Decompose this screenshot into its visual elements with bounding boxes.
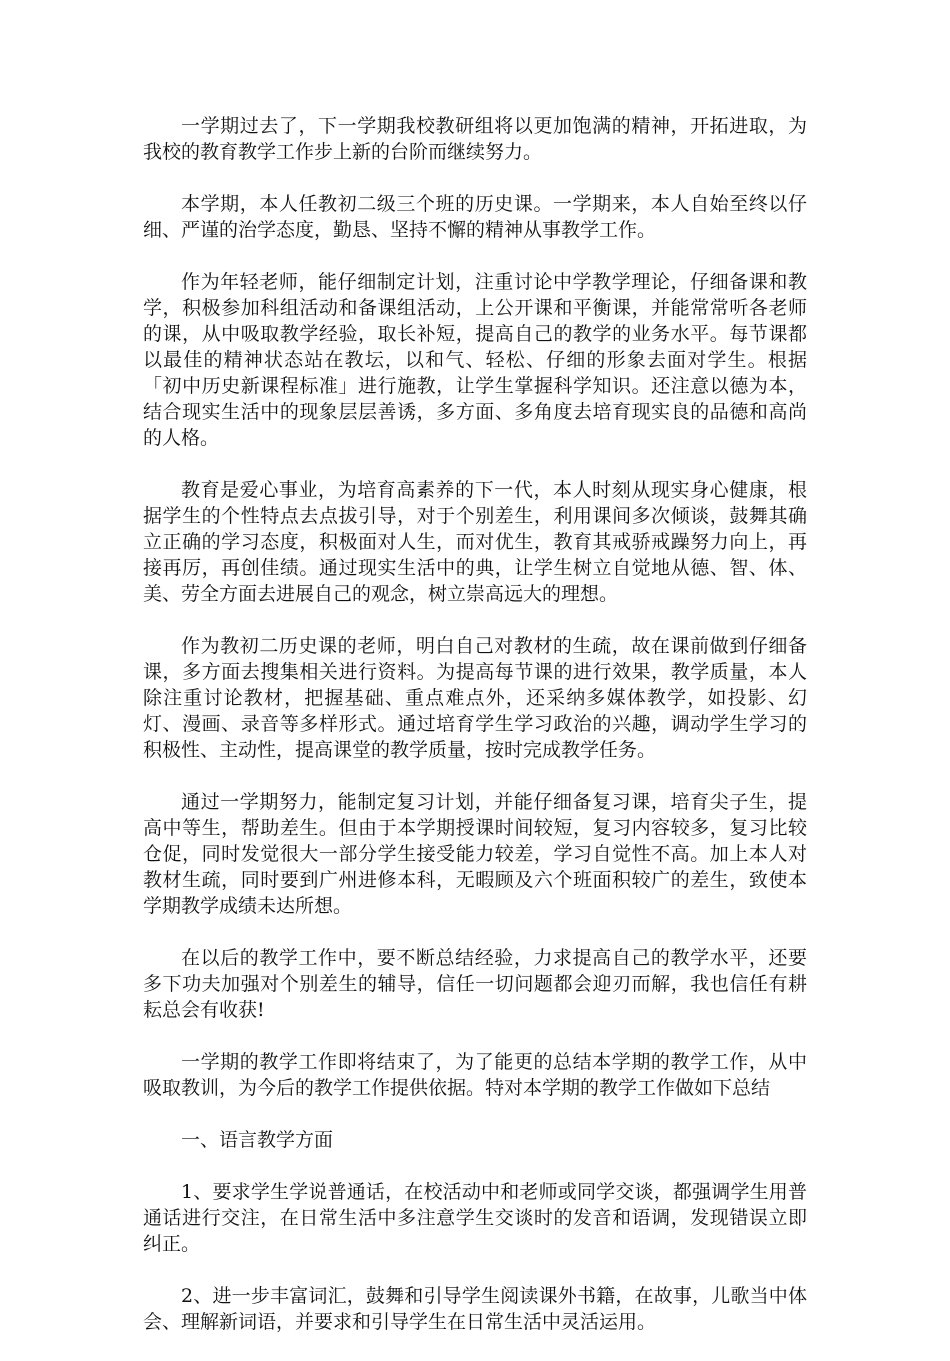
paragraph-1: 一学期过去了，下一学期我校教研组将以更加饱满的精神，开拓进取，为我校的教育教学工作步上新的台阶而继续努力。 xyxy=(143,115,807,163)
paragraph-7: 在以后的教学工作中，要不断总结经验，力求提高自己的教学水平，还要多下功夫加强对个别差生的辅导，信任一切问题都会迎刃而解，我也信任有耕耘总会有收获! xyxy=(143,947,807,1021)
paragraph-5: 作为教初二历史课的老师，明白自己对教材的生疏，故在课前做到仔细备课，多方面去搜集相关进行资料。为提高每节课的进行效果，教学质量，本人除注重讨论教材，把握基础、重点难点外，还采纳多媒体教学，如投影、幻灯、漫画、录音等多样形式。通过培育学生学习政治的兴趣，调动学生学习的积极性、主动性，提高课堂的教学质量，按时完成教学任务。 xyxy=(143,635,807,761)
section-heading-language-teaching: 一、语言教学方面 xyxy=(181,1129,334,1151)
paragraph-4: 教育是爱心事业，为培育高素养的下一代，本人时刻从现实身心健康，根据学生的个性特点去点拔引导，对于个别差生，利用课间多次倾谈，鼓舞其确立正确的学习态度，积极面对人生，而对优生，教育其戒骄戒躁努力向上，再接再厉，再创佳绩。通过现实生活中的典，让学生树立自觉地从德、智、体、美、劳全方面去进展自己的观念，树立崇高远大的理想。 xyxy=(143,479,807,605)
paragraph-2: 本学期，本人任教初二级三个班的历史课。一学期来，本人自始至终以仔细、严谨的治学态度，勤恳、坚持不懈的精神从事教学工作。 xyxy=(143,193,807,241)
paragraph-3: 作为年轻老师，能仔细制定计划，注重讨论中学教学理论，仔细备课和教学，积极参加科组活动和备课组活动，上公开课和平衡课，并能常常听各老师的课，从中吸取教学经验，取长补短，提高自己的教学的业务水平。每节课都以最佳的精神状态站在教坛，以和气、轻松、仔细的形象去面对学生。根据「初中历史新课程标准」进行施教，让学生掌握科学知识。还注意以德为本，结合现实生活中的现象层层善诱，多方面、多角度去培育现实良的品德和高尚的人格。 xyxy=(143,271,807,449)
paragraph-8: 一学期的教学工作即将结束了，为了能更的总结本学期的教学工作，从中吸取教训，为今后的教学工作提供依据。特对本学期的教学工作做如下总结 xyxy=(143,1051,807,1099)
paragraph-6: 通过一学期努力，能制定复习计划，并能仔细备复习课，培育尖子生，提高中等生，帮助差生。但由于本学期授课时间较短，复习内容较多，复习比较仓促，同时发觉很大一部分学生接受能力较差，学习自觉性不高。加上本人对教材生疏，同时要到广州进修本科，无暇顾及六个班面积较广的差生，致使本学期教学成绩未达所想。 xyxy=(143,791,807,917)
list-item-2: 2、进一步丰富词汇，鼓舞和引导学生阅读课外书籍，在故事，儿歌当中体会、理解新词语，并要求和引导学生在日常生活中灵活运用。 xyxy=(143,1285,807,1333)
document-body xyxy=(143,113,807,1361)
list-item-1: 1、要求学生学说普通话，在校活动中和老师或同学交谈，都强调学生用普通话进行交注，在日常生活中多注意学生交谈时的发音和语调，发现错误立即纠正。 xyxy=(143,1181,807,1255)
